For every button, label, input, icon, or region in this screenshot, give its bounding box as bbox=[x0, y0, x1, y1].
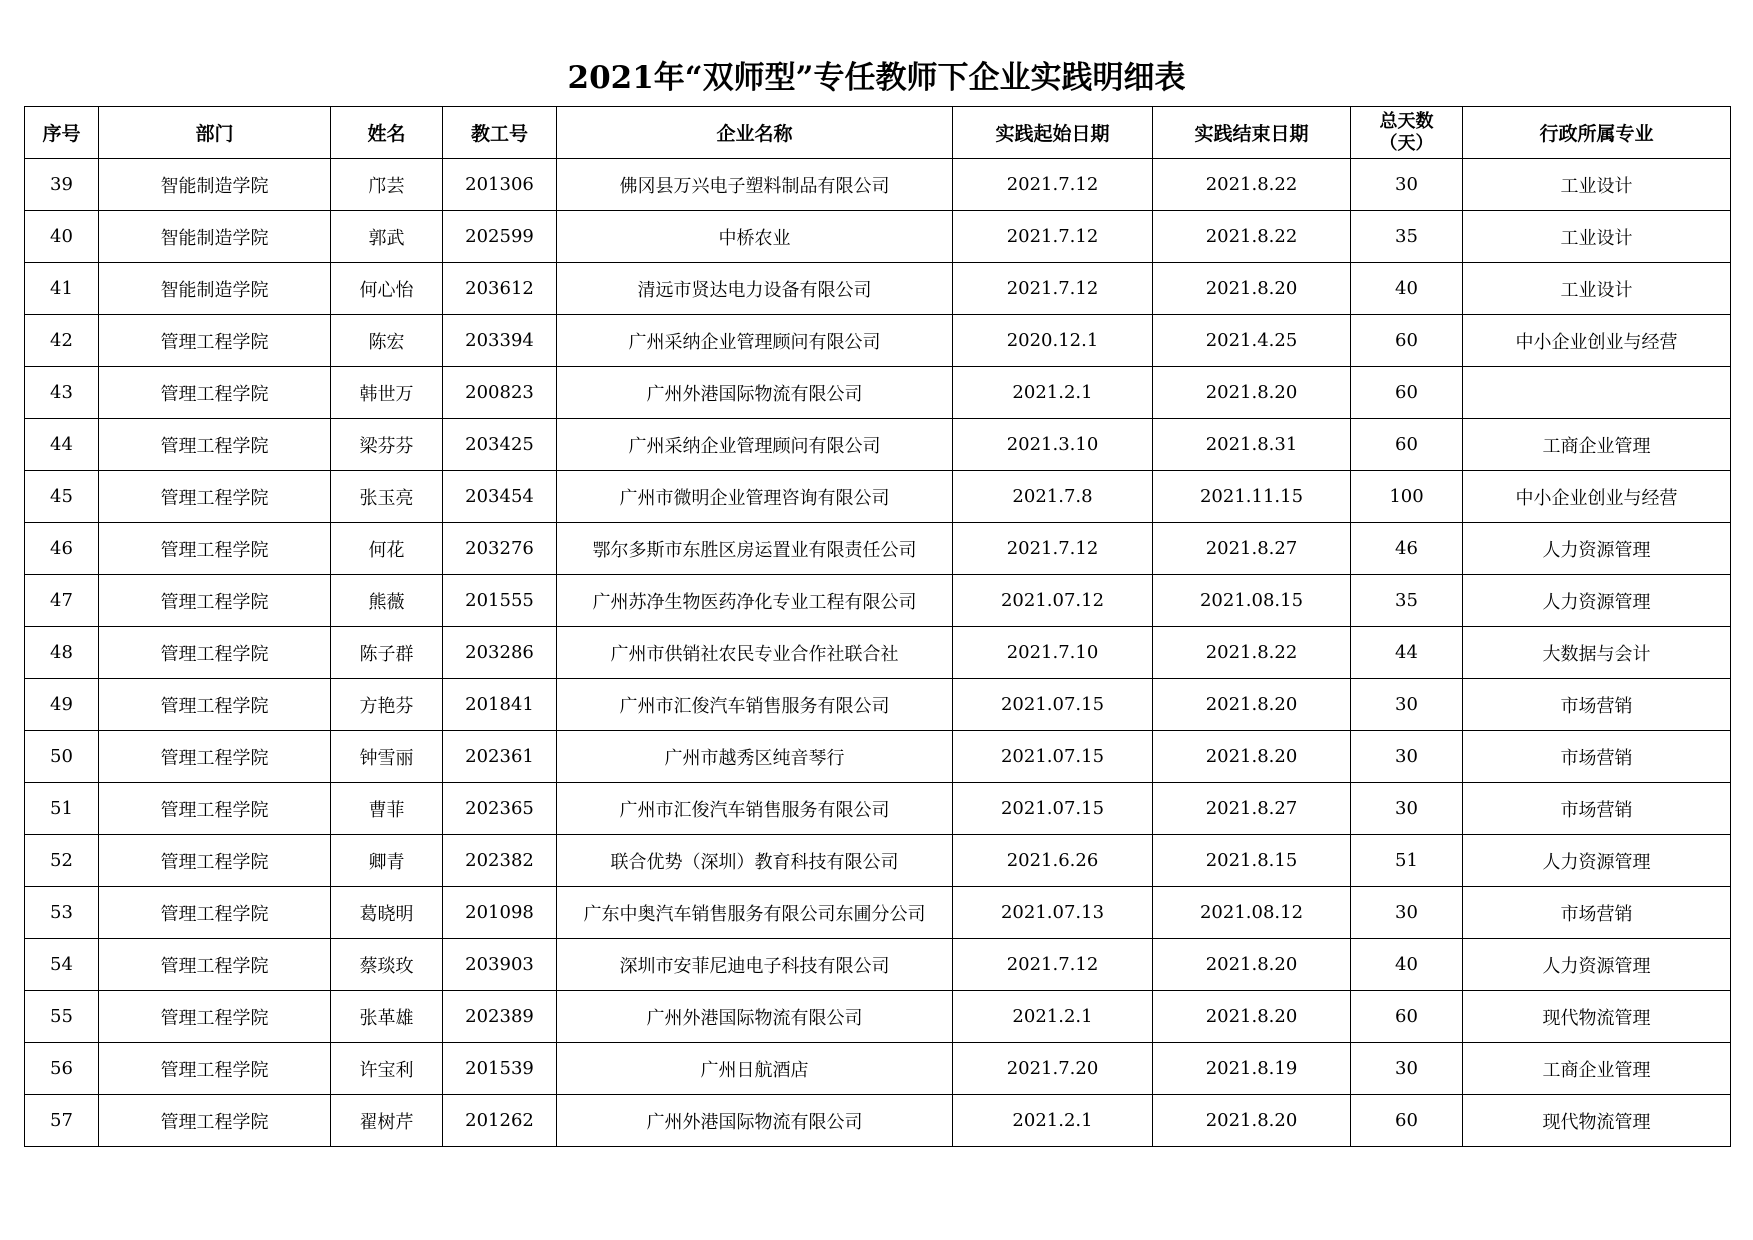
start-date-cell: 2021.7.12 bbox=[953, 159, 1153, 211]
company-cell: 联合优势（深圳）教育科技有限公司 bbox=[557, 835, 953, 887]
name-cell: 陈子群 bbox=[331, 627, 443, 679]
seq-cell: 47 bbox=[25, 575, 99, 627]
table-row bbox=[25, 783, 1731, 835]
start-date-cell: 2021.6.26 bbox=[953, 835, 1153, 887]
days-cell: 35 bbox=[1351, 575, 1463, 627]
dept-cell: 管理工程学院 bbox=[99, 1043, 331, 1095]
seq-cell: 45 bbox=[25, 471, 99, 523]
name-cell: 葛晓明 bbox=[331, 887, 443, 939]
company-cell: 广州外港国际物流有限公司 bbox=[557, 367, 953, 419]
end-date-cell: 2021.8.27 bbox=[1153, 523, 1351, 575]
header-days-line2: （天） bbox=[1379, 132, 1434, 154]
table-row bbox=[25, 263, 1731, 315]
name-cell: 方艳芬 bbox=[331, 679, 443, 731]
seq-cell: 56 bbox=[25, 1043, 99, 1095]
days-cell: 30 bbox=[1351, 783, 1463, 835]
staff-id-cell: 201555 bbox=[443, 575, 557, 627]
seq-cell: 39 bbox=[25, 159, 99, 211]
company-cell: 广州外港国际物流有限公司 bbox=[557, 991, 953, 1043]
major-cell: 人力资源管理 bbox=[1463, 835, 1731, 887]
company-cell: 广州外港国际物流有限公司 bbox=[557, 1095, 953, 1147]
major-cell: 工业设计 bbox=[1463, 211, 1731, 263]
major-cell: 市场营销 bbox=[1463, 731, 1731, 783]
name-cell: 曹菲 bbox=[331, 783, 443, 835]
seq-cell: 42 bbox=[25, 315, 99, 367]
days-cell: 60 bbox=[1351, 367, 1463, 419]
end-date-cell: 2021.8.20 bbox=[1153, 679, 1351, 731]
staff-id-cell: 201539 bbox=[443, 1043, 557, 1095]
major-cell: 工业设计 bbox=[1463, 263, 1731, 315]
table-row bbox=[25, 419, 1731, 471]
days-cell: 46 bbox=[1351, 523, 1463, 575]
start-date-cell: 2021.07.15 bbox=[953, 731, 1153, 783]
dept-cell: 管理工程学院 bbox=[99, 523, 331, 575]
days-cell: 60 bbox=[1351, 419, 1463, 471]
dept-cell: 管理工程学院 bbox=[99, 367, 331, 419]
days-cell: 30 bbox=[1351, 887, 1463, 939]
header-end-date: 实践结束日期 bbox=[1153, 107, 1351, 159]
company-cell: 佛冈县万兴电子塑料制品有限公司 bbox=[557, 159, 953, 211]
staff-id-cell: 203394 bbox=[443, 315, 557, 367]
company-cell: 广州市汇俊汽车销售服务有限公司 bbox=[557, 679, 953, 731]
table-row bbox=[25, 627, 1731, 679]
dept-cell: 智能制造学院 bbox=[99, 159, 331, 211]
seq-cell: 46 bbox=[25, 523, 99, 575]
table-row bbox=[25, 939, 1731, 991]
start-date-cell: 2021.7.12 bbox=[953, 523, 1153, 575]
days-cell: 30 bbox=[1351, 159, 1463, 211]
major-cell: 工商企业管理 bbox=[1463, 1043, 1731, 1095]
staff-id-cell: 203276 bbox=[443, 523, 557, 575]
major-cell: 大数据与会计 bbox=[1463, 627, 1731, 679]
major-cell: 工业设计 bbox=[1463, 159, 1731, 211]
major-cell: 市场营销 bbox=[1463, 783, 1731, 835]
name-cell: 许宝利 bbox=[331, 1043, 443, 1095]
days-cell: 30 bbox=[1351, 679, 1463, 731]
start-date-cell: 2021.7.10 bbox=[953, 627, 1153, 679]
end-date-cell: 2021.8.31 bbox=[1153, 419, 1351, 471]
dept-cell: 管理工程学院 bbox=[99, 783, 331, 835]
staff-id-cell: 200823 bbox=[443, 367, 557, 419]
header-start-date: 实践起始日期 bbox=[953, 107, 1153, 159]
name-cell: 韩世万 bbox=[331, 367, 443, 419]
days-cell: 40 bbox=[1351, 263, 1463, 315]
dept-cell: 管理工程学院 bbox=[99, 419, 331, 471]
major-cell: 现代物流管理 bbox=[1463, 991, 1731, 1043]
dept-cell: 管理工程学院 bbox=[99, 731, 331, 783]
end-date-cell: 2021.8.20 bbox=[1153, 731, 1351, 783]
start-date-cell: 2020.12.1 bbox=[953, 315, 1153, 367]
seq-cell: 48 bbox=[25, 627, 99, 679]
company-cell: 广州市越秀区纯音琴行 bbox=[557, 731, 953, 783]
company-cell: 广州采纳企业管理顾问有限公司 bbox=[557, 315, 953, 367]
name-cell: 翟树芹 bbox=[331, 1095, 443, 1147]
seq-cell: 49 bbox=[25, 679, 99, 731]
company-cell: 广州采纳企业管理顾问有限公司 bbox=[557, 419, 953, 471]
table-row bbox=[25, 991, 1731, 1043]
start-date-cell: 2021.2.1 bbox=[953, 1095, 1153, 1147]
name-cell: 陈宏 bbox=[331, 315, 443, 367]
end-date-cell: 2021.8.22 bbox=[1153, 211, 1351, 263]
staff-id-cell: 203454 bbox=[443, 471, 557, 523]
major-cell bbox=[1463, 367, 1731, 419]
company-cell: 广州市汇俊汽车销售服务有限公司 bbox=[557, 783, 953, 835]
start-date-cell: 2021.07.13 bbox=[953, 887, 1153, 939]
days-cell: 30 bbox=[1351, 1043, 1463, 1095]
table-row bbox=[25, 575, 1731, 627]
days-cell: 44 bbox=[1351, 627, 1463, 679]
table-row bbox=[25, 731, 1731, 783]
major-cell: 市场营销 bbox=[1463, 887, 1731, 939]
header-row bbox=[25, 107, 1731, 159]
start-date-cell: 2021.2.1 bbox=[953, 991, 1153, 1043]
table-row bbox=[25, 523, 1731, 575]
seq-cell: 44 bbox=[25, 419, 99, 471]
start-date-cell: 2021.7.12 bbox=[953, 939, 1153, 991]
end-date-cell: 2021.8.20 bbox=[1153, 991, 1351, 1043]
staff-id-cell: 202361 bbox=[443, 731, 557, 783]
start-date-cell: 2021.07.15 bbox=[953, 783, 1153, 835]
major-cell: 人力资源管理 bbox=[1463, 575, 1731, 627]
seq-cell: 53 bbox=[25, 887, 99, 939]
table-row bbox=[25, 679, 1731, 731]
table-row bbox=[25, 835, 1731, 887]
days-cell: 51 bbox=[1351, 835, 1463, 887]
end-date-cell: 2021.4.25 bbox=[1153, 315, 1351, 367]
end-date-cell: 2021.8.22 bbox=[1153, 627, 1351, 679]
company-cell: 深圳市安菲尼迪电子科技有限公司 bbox=[557, 939, 953, 991]
table-row bbox=[25, 887, 1731, 939]
header-staff-id: 教工号 bbox=[443, 107, 557, 159]
table-row bbox=[25, 471, 1731, 523]
name-cell: 熊薇 bbox=[331, 575, 443, 627]
dept-cell: 管理工程学院 bbox=[99, 627, 331, 679]
name-cell: 蔡琰玫 bbox=[331, 939, 443, 991]
name-cell: 梁芬芬 bbox=[331, 419, 443, 471]
header-company: 企业名称 bbox=[557, 107, 953, 159]
end-date-cell: 2021.8.19 bbox=[1153, 1043, 1351, 1095]
practice-table bbox=[24, 106, 1731, 1147]
dept-cell: 管理工程学院 bbox=[99, 315, 331, 367]
staff-id-cell: 201306 bbox=[443, 159, 557, 211]
name-cell: 张玉亮 bbox=[331, 471, 443, 523]
staff-id-cell: 201841 bbox=[443, 679, 557, 731]
start-date-cell: 2021.07.15 bbox=[953, 679, 1153, 731]
seq-cell: 52 bbox=[25, 835, 99, 887]
dept-cell: 管理工程学院 bbox=[99, 1095, 331, 1147]
name-cell: 张革雄 bbox=[331, 991, 443, 1043]
header-days-line1: 总天数 bbox=[1379, 110, 1434, 132]
name-cell: 钟雪丽 bbox=[331, 731, 443, 783]
end-date-cell: 2021.08.15 bbox=[1153, 575, 1351, 627]
start-date-cell: 2021.2.1 bbox=[953, 367, 1153, 419]
staff-id-cell: 203286 bbox=[443, 627, 557, 679]
major-cell: 人力资源管理 bbox=[1463, 939, 1731, 991]
seq-cell: 57 bbox=[25, 1095, 99, 1147]
header-major: 行政所属专业 bbox=[1463, 107, 1731, 159]
seq-cell: 51 bbox=[25, 783, 99, 835]
staff-id-cell: 203425 bbox=[443, 419, 557, 471]
name-cell: 何心怡 bbox=[331, 263, 443, 315]
seq-cell: 40 bbox=[25, 211, 99, 263]
seq-cell: 43 bbox=[25, 367, 99, 419]
header-seq: 序号 bbox=[25, 107, 99, 159]
seq-cell: 55 bbox=[25, 991, 99, 1043]
company-cell: 广州日航酒店 bbox=[557, 1043, 953, 1095]
seq-cell: 54 bbox=[25, 939, 99, 991]
end-date-cell: 2021.8.15 bbox=[1153, 835, 1351, 887]
end-date-cell: 2021.08.12 bbox=[1153, 887, 1351, 939]
name-cell: 卿青 bbox=[331, 835, 443, 887]
major-cell: 现代物流管理 bbox=[1463, 1095, 1731, 1147]
staff-id-cell: 202599 bbox=[443, 211, 557, 263]
company-cell: 清远市贤达电力设备有限公司 bbox=[557, 263, 953, 315]
end-date-cell: 2021.8.22 bbox=[1153, 159, 1351, 211]
end-date-cell: 2021.8.20 bbox=[1153, 1095, 1351, 1147]
days-cell: 30 bbox=[1351, 731, 1463, 783]
staff-id-cell: 202382 bbox=[443, 835, 557, 887]
table-row bbox=[25, 1043, 1731, 1095]
dept-cell: 管理工程学院 bbox=[99, 887, 331, 939]
major-cell: 中小企业创业与经营 bbox=[1463, 315, 1731, 367]
header-name: 姓名 bbox=[331, 107, 443, 159]
dept-cell: 管理工程学院 bbox=[99, 679, 331, 731]
days-cell: 60 bbox=[1351, 315, 1463, 367]
header-dept: 部门 bbox=[99, 107, 331, 159]
end-date-cell: 2021.8.20 bbox=[1153, 939, 1351, 991]
company-cell: 鄂尔多斯市东胜区房运置业有限责任公司 bbox=[557, 523, 953, 575]
dept-cell: 管理工程学院 bbox=[99, 471, 331, 523]
end-date-cell: 2021.11.15 bbox=[1153, 471, 1351, 523]
end-date-cell: 2021.8.27 bbox=[1153, 783, 1351, 835]
table-row bbox=[25, 159, 1731, 211]
end-date-cell: 2021.8.20 bbox=[1153, 367, 1351, 419]
start-date-cell: 2021.7.20 bbox=[953, 1043, 1153, 1095]
days-cell: 35 bbox=[1351, 211, 1463, 263]
dept-cell: 管理工程学院 bbox=[99, 835, 331, 887]
seq-cell: 50 bbox=[25, 731, 99, 783]
name-cell: 邝芸 bbox=[331, 159, 443, 211]
staff-id-cell: 201262 bbox=[443, 1095, 557, 1147]
start-date-cell: 2021.7.8 bbox=[953, 471, 1153, 523]
end-date-cell: 2021.8.20 bbox=[1153, 263, 1351, 315]
major-cell: 市场营销 bbox=[1463, 679, 1731, 731]
dept-cell: 管理工程学院 bbox=[99, 575, 331, 627]
staff-id-cell: 203903 bbox=[443, 939, 557, 991]
table-row bbox=[25, 211, 1731, 263]
days-cell: 60 bbox=[1351, 991, 1463, 1043]
dept-cell: 智能制造学院 bbox=[99, 263, 331, 315]
header-total-days bbox=[1351, 107, 1463, 159]
name-cell: 郭武 bbox=[331, 211, 443, 263]
major-cell: 中小企业创业与经营 bbox=[1463, 471, 1731, 523]
company-cell: 广州市微明企业管理咨询有限公司 bbox=[557, 471, 953, 523]
company-cell: 广州苏净生物医药净化专业工程有限公司 bbox=[557, 575, 953, 627]
company-cell: 广东中奥汽车销售服务有限公司东圃分公司 bbox=[557, 887, 953, 939]
start-date-cell: 2021.3.10 bbox=[953, 419, 1153, 471]
company-cell: 中桥农业 bbox=[557, 211, 953, 263]
staff-id-cell: 203612 bbox=[443, 263, 557, 315]
document-title: 2021年“双师型”专任教师下企业实践明细表 bbox=[567, 60, 1186, 96]
table-row bbox=[25, 367, 1731, 419]
start-date-cell: 2021.7.12 bbox=[953, 263, 1153, 315]
days-cell: 40 bbox=[1351, 939, 1463, 991]
staff-id-cell: 202389 bbox=[443, 991, 557, 1043]
major-cell: 工商企业管理 bbox=[1463, 419, 1731, 471]
dept-cell: 管理工程学院 bbox=[99, 991, 331, 1043]
seq-cell: 41 bbox=[25, 263, 99, 315]
table-row bbox=[25, 1095, 1731, 1147]
name-cell: 何花 bbox=[331, 523, 443, 575]
staff-id-cell: 202365 bbox=[443, 783, 557, 835]
start-date-cell: 2021.7.12 bbox=[953, 211, 1153, 263]
dept-cell: 管理工程学院 bbox=[99, 939, 331, 991]
company-cell: 广州市供销社农民专业合作社联合社 bbox=[557, 627, 953, 679]
dept-cell: 智能制造学院 bbox=[99, 211, 331, 263]
table-row bbox=[25, 315, 1731, 367]
staff-id-cell: 201098 bbox=[443, 887, 557, 939]
days-cell: 100 bbox=[1351, 471, 1463, 523]
start-date-cell: 2021.07.12 bbox=[953, 575, 1153, 627]
days-cell: 60 bbox=[1351, 1095, 1463, 1147]
major-cell: 人力资源管理 bbox=[1463, 523, 1731, 575]
